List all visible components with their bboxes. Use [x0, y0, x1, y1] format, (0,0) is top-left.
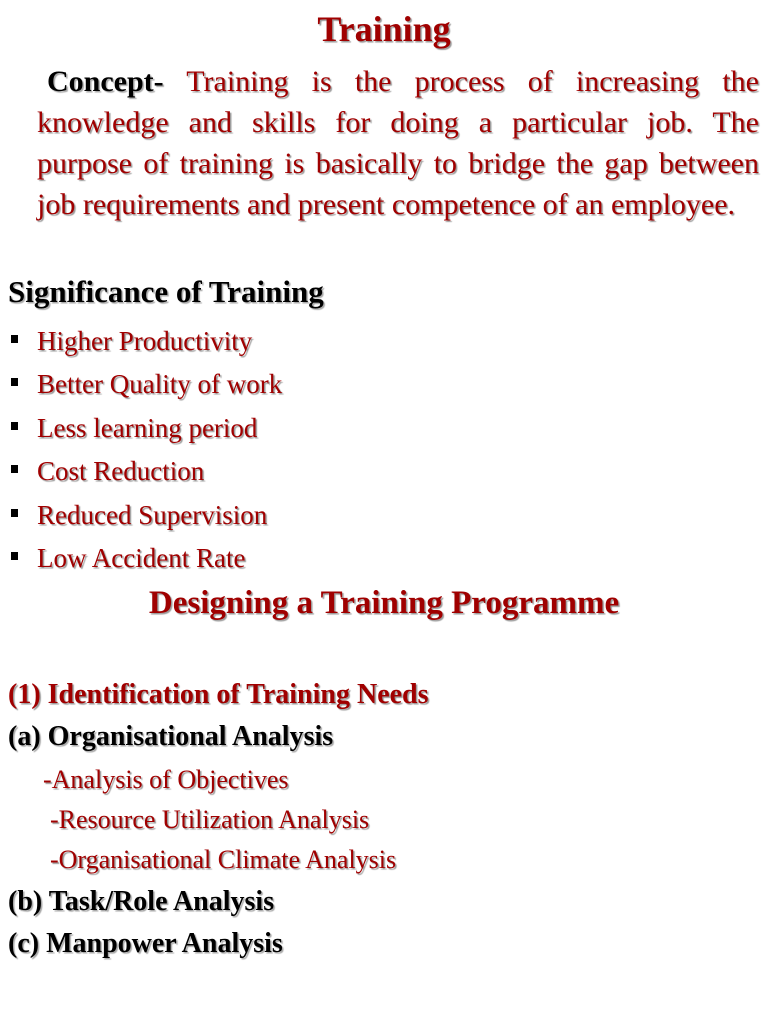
designing-heading: Designing a Training Programme — [148, 585, 620, 621]
bullet-square-icon — [11, 378, 18, 386]
sub-item-objectives: -Analysis of Objectives — [43, 765, 289, 794]
concept-text: Training is the process of increasing the knowledge and skills for doing a particular job. The purpose of training is basically to bridge the gap between job requirements and present competence of an employee. — [37, 65, 759, 221]
list-item: Less learning period — [0, 407, 282, 450]
list-item: Higher Productivity — [0, 320, 282, 363]
page-title: Training — [317, 9, 451, 49]
significance-list — [0, 320, 282, 580]
list-item: Reduced Supervision — [0, 494, 282, 537]
list-item: Cost Reduction — [0, 450, 282, 493]
step-identification-heading: (1) Identification of Training Needs — [8, 679, 429, 710]
bullet-square-icon — [11, 422, 18, 430]
list-item: Better Quality of work — [0, 363, 282, 406]
significance-heading: Significance of Training — [8, 274, 324, 309]
list-item: Low Accident Rate — [0, 537, 282, 580]
organisational-analysis-heading: (a) Organisational Analysis — [8, 721, 334, 752]
bullet-square-icon — [11, 509, 18, 517]
concept-paragraph — [37, 61, 759, 225]
manpower-analysis-heading: (c) Manpower Analysis — [8, 928, 283, 959]
sub-item-resource-utilization: -Resource Utilization Analysis — [50, 805, 370, 834]
concept-label: Concept- — [47, 65, 164, 98]
sub-item-climate: -Organisational Climate Analysis — [50, 845, 397, 874]
task-role-analysis-heading: (b) Task/Role Analysis — [8, 886, 275, 917]
bullet-square-icon — [11, 465, 18, 473]
bullet-square-icon — [11, 335, 18, 343]
bullet-square-icon — [11, 552, 18, 560]
